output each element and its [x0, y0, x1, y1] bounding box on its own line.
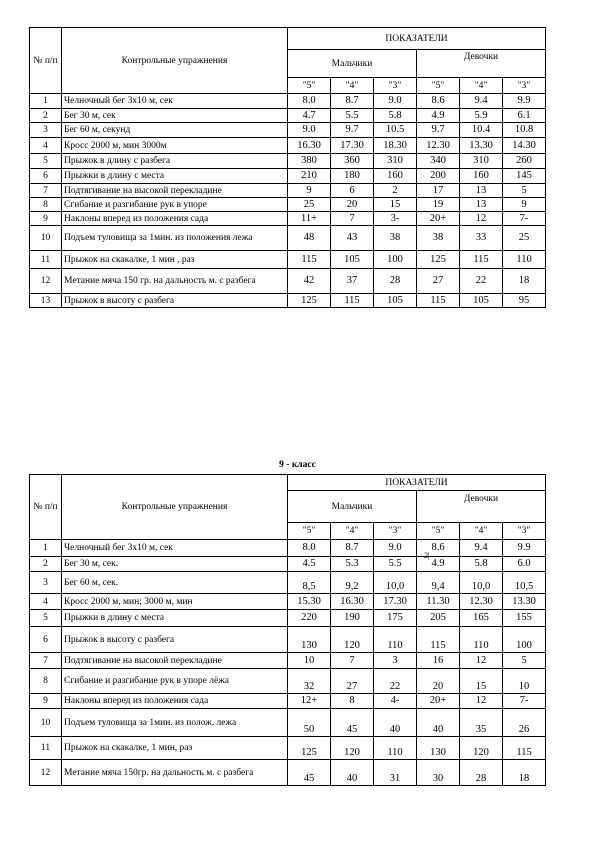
norm-value: 25	[288, 198, 331, 212]
row-number: 6	[30, 627, 62, 653]
exercise-name: Прыжок на скакалке, 1 мин, раз	[62, 737, 288, 760]
exercise-name: Прыжок в длину с разбега	[62, 154, 288, 169]
grade-header: "5"	[417, 523, 460, 540]
norm-value: 310	[374, 154, 417, 169]
grade-header: "4"	[460, 523, 503, 540]
norm-value: 42	[288, 269, 331, 294]
norm-value: 10.8	[503, 123, 546, 138]
norm-value: 45	[331, 709, 374, 737]
norm-value: 100	[374, 251, 417, 269]
norm-value: 9.7	[331, 123, 374, 138]
norm-value: 37	[331, 269, 374, 294]
norm-value: 15	[374, 198, 417, 212]
norm-value: 18	[503, 760, 546, 786]
norm-value: 175	[374, 610, 417, 627]
norm-value: 13.30	[460, 138, 503, 154]
table-row	[30, 737, 546, 760]
exercise-name: Прыжок на скакалке, 1 мин , раз	[62, 251, 288, 269]
table-row	[30, 572, 546, 594]
norm-value: 260	[503, 154, 546, 169]
norm-value: 10.5	[374, 123, 417, 138]
norm-value: 6	[331, 184, 374, 198]
row-number: 2	[30, 557, 62, 572]
norm-value: 16.30	[331, 594, 374, 610]
norm-value: 210	[288, 169, 331, 184]
norm-value: 4.9	[417, 109, 460, 123]
norm-value: 14.30	[503, 138, 546, 154]
norm-value: 9.9	[503, 540, 546, 557]
norm-value: 205	[417, 610, 460, 627]
norm-value: 3-	[374, 212, 417, 226]
norm-value: 33	[460, 226, 503, 251]
norm-value: 35	[460, 709, 503, 737]
exercise-name: Сгибание и разгибание рук в упоре	[62, 198, 288, 212]
exercise-name: Прыжки в длину с места	[62, 169, 288, 184]
norm-value: 43	[331, 226, 374, 251]
exercise-name: Метание мяча 150гр. на дальность м. с разбега	[62, 760, 288, 786]
norm-value: 13.30	[503, 594, 546, 610]
norm-value: 8.0	[288, 94, 331, 109]
norm-value: 120	[331, 627, 374, 653]
norm-value: 38	[417, 226, 460, 251]
exercise-name: Метание мяча 150 гр. на дальность м. с разбега	[62, 269, 288, 294]
row-number: 7	[30, 184, 62, 198]
norm-value: 32	[288, 669, 331, 694]
header-boys: Мальчики	[288, 491, 417, 523]
norm-value: 28	[374, 269, 417, 294]
norm-value: 45	[288, 760, 331, 786]
norm-value: 10,0	[460, 572, 503, 594]
norm-value: 2	[374, 184, 417, 198]
norm-value: 8.7	[331, 94, 374, 109]
norm-value: 105	[460, 294, 503, 308]
norm-value: 200	[417, 169, 460, 184]
norm-value: 7	[331, 653, 374, 669]
grade-header: "4"	[331, 78, 374, 94]
exercise-name: Кросс 2000 м, мин 3000м	[62, 138, 288, 154]
row-number: 2	[30, 109, 62, 123]
row-number: 7	[30, 653, 62, 669]
table-row	[30, 540, 546, 557]
norm-value: 40	[331, 760, 374, 786]
exercise-name: Прыжок в высоту с разбега	[62, 294, 288, 308]
norm-value: 120	[460, 737, 503, 760]
norm-value: 5.3	[331, 557, 374, 572]
norm-value: 380	[288, 154, 331, 169]
table-row	[30, 653, 546, 669]
norm-value: 120	[331, 737, 374, 760]
table-row	[30, 169, 546, 184]
row-number: 6	[30, 169, 62, 184]
norm-value: 12	[460, 694, 503, 709]
norm-value: 4.7	[288, 109, 331, 123]
norm-value: 7	[331, 212, 374, 226]
norm-value: 9,2	[331, 572, 374, 594]
norm-value: 10	[503, 669, 546, 694]
norm-value: 110	[503, 251, 546, 269]
norm-value: 125	[288, 294, 331, 308]
exercise-name: Челночный бег 3х10 м, сек	[62, 540, 288, 557]
norm-value: 7-	[503, 212, 546, 226]
norm-value: 9.0	[374, 94, 417, 109]
norm-value: 28	[460, 760, 503, 786]
norm-value: 10,0	[374, 572, 417, 594]
norm-value: 125	[288, 737, 331, 760]
norm-value: 9.9	[503, 94, 546, 109]
norm-value: 130	[417, 737, 460, 760]
norm-value: 155	[503, 610, 546, 627]
table-row	[30, 251, 546, 269]
norms-table-2	[29, 474, 546, 786]
exercise-name: Прыжок в высоту с разбега	[62, 627, 288, 653]
norm-value: 10,5	[503, 572, 546, 594]
norm-value: 4.5	[288, 557, 331, 572]
row-number: 12	[30, 269, 62, 294]
grade-header: "3"	[374, 523, 417, 540]
norm-value: 50	[288, 709, 331, 737]
row-number: 12	[30, 760, 62, 786]
header-num: № п/п	[30, 28, 62, 94]
norm-value: 40	[374, 709, 417, 737]
norm-value: 145	[503, 169, 546, 184]
norm-value: 8.0	[288, 540, 331, 557]
norm-value: 95	[503, 294, 546, 308]
norm-value: 115	[417, 294, 460, 308]
header-indicators: ПОКАЗАТЕЛИ	[288, 28, 546, 50]
exercise-name: Прыжки в длину с места	[62, 610, 288, 627]
norm-value: 110	[460, 627, 503, 653]
norm-value: 190	[331, 610, 374, 627]
table-row	[30, 109, 546, 123]
exercise-name: Подтягивание на высокой перекладине	[62, 184, 288, 198]
table-row	[30, 198, 546, 212]
norm-value: 100	[503, 627, 546, 653]
row-number: 5	[30, 610, 62, 627]
row-number: 5	[30, 154, 62, 169]
norm-value: 10.4	[460, 123, 503, 138]
norm-value: 115	[503, 737, 546, 760]
norm-value: 8	[331, 694, 374, 709]
norm-value: 30	[417, 760, 460, 786]
section-title-grade-9: 9 - класс	[279, 460, 316, 470]
norm-value: 22	[460, 269, 503, 294]
row-number: 10	[30, 709, 62, 737]
row-number: 8	[30, 669, 62, 694]
norm-value: 5.8	[460, 557, 503, 572]
norm-value: 9.0	[374, 540, 417, 557]
norm-value: 3	[374, 653, 417, 669]
norm-value: 340	[417, 154, 460, 169]
stray-mark: 2|	[424, 551, 430, 560]
table-row	[30, 627, 546, 653]
norm-value: 27	[331, 669, 374, 694]
table-row	[30, 669, 546, 694]
grade-header: "5"	[288, 78, 331, 94]
norm-value: 9.0	[288, 123, 331, 138]
header-girls: Девочки	[417, 491, 546, 523]
exercise-name: Бег 60 м, сек.	[62, 572, 288, 594]
norm-value: 17.30	[374, 594, 417, 610]
norm-value: 115	[460, 251, 503, 269]
norm-value: 5	[503, 653, 546, 669]
norm-value: 26	[503, 709, 546, 737]
exercise-name: Бег 30 м, сек.	[62, 557, 288, 572]
exercise-name: Сгибание и разгибание рук в упоре лёжа	[62, 669, 288, 694]
exercise-name: Бег 60 м, секунд	[62, 123, 288, 138]
norm-value: 11+	[288, 212, 331, 226]
norm-value: 9.4	[460, 540, 503, 557]
norm-value: 20+	[417, 212, 460, 226]
row-number: 8	[30, 198, 62, 212]
table-row	[30, 94, 546, 109]
table-row	[30, 709, 546, 737]
norm-value: 15	[460, 669, 503, 694]
norm-value: 17	[417, 184, 460, 198]
norm-value: 160	[374, 169, 417, 184]
table-row	[30, 760, 546, 786]
norm-value: 220	[288, 610, 331, 627]
norm-value: 12	[460, 653, 503, 669]
norm-value: 110	[374, 737, 417, 760]
norm-value: 9.4	[460, 94, 503, 109]
norm-value: 8.6	[417, 540, 460, 557]
table-row	[30, 694, 546, 709]
norm-value: 8.6	[417, 94, 460, 109]
norms-table-1	[29, 27, 546, 308]
norm-value: 7-	[503, 694, 546, 709]
norm-value: 13	[460, 184, 503, 198]
norm-value: 165	[460, 610, 503, 627]
norm-value: 16.30	[288, 138, 331, 154]
norm-value: 48	[288, 226, 331, 251]
row-number: 4	[30, 138, 62, 154]
table-row	[30, 123, 546, 138]
norm-value: 13	[460, 198, 503, 212]
row-number: 3	[30, 572, 62, 594]
row-number: 13	[30, 294, 62, 308]
row-number: 4	[30, 594, 62, 610]
norm-value: 38	[374, 226, 417, 251]
header-indicators: ПОКАЗАТЕЛИ	[288, 475, 546, 491]
norm-value: 5	[503, 184, 546, 198]
norm-value: 180	[331, 169, 374, 184]
row-number: 11	[30, 737, 62, 760]
norm-value: 5.5	[331, 109, 374, 123]
norm-value: 18	[503, 269, 546, 294]
norm-value: 12.30	[460, 594, 503, 610]
row-number: 11	[30, 251, 62, 269]
norm-value: 115	[288, 251, 331, 269]
header-girls: Девочки	[417, 50, 546, 78]
norm-value: 19	[417, 198, 460, 212]
grade-header: "5"	[417, 78, 460, 94]
header-exercise: Контрольные упражнения	[62, 475, 288, 540]
norm-value: 4.9	[417, 557, 460, 572]
norm-value: 6.0	[503, 557, 546, 572]
norm-value: 8,5	[288, 572, 331, 594]
header-exercise: Контрольные упражнения	[62, 28, 288, 94]
norm-value: 12	[460, 212, 503, 226]
grade-header: "4"	[460, 78, 503, 94]
norm-value: 10	[288, 653, 331, 669]
norm-value: 9	[503, 198, 546, 212]
table-row	[30, 154, 546, 169]
grade-header: "3"	[503, 523, 546, 540]
norm-value: 130	[288, 627, 331, 653]
norm-value: 16	[417, 653, 460, 669]
exercise-name: Наклоны вперед из положения сада	[62, 212, 288, 226]
exercise-name: Подъем туловища за 1мин. из полож. лежа	[62, 709, 288, 737]
norm-value: 9	[288, 184, 331, 198]
grade-header: "3"	[374, 78, 417, 94]
norm-value: 17.30	[331, 138, 374, 154]
row-number: 3	[30, 123, 62, 138]
exercise-name: Челночный бег 3х10 м, сек	[62, 94, 288, 109]
header-boys: Мальчики	[288, 50, 417, 78]
exercise-name: Кросс 2000 м, мин; 3000 м, мин	[62, 594, 288, 610]
norm-value: 9,4	[417, 572, 460, 594]
norm-value: 115	[331, 294, 374, 308]
table-row	[30, 184, 546, 198]
table-row	[30, 138, 546, 154]
norm-value: 360	[331, 154, 374, 169]
norm-value: 8.7	[331, 540, 374, 557]
row-number: 10	[30, 226, 62, 251]
norm-value: 125	[417, 251, 460, 269]
norm-value: 5.5	[374, 557, 417, 572]
norm-value: 40	[417, 709, 460, 737]
norm-value: 25	[503, 226, 546, 251]
table-row	[30, 269, 546, 294]
exercise-name: Наклоны вперед из положения сада	[62, 694, 288, 709]
norm-value: 5.9	[460, 109, 503, 123]
norm-value: 12+	[288, 694, 331, 709]
table-row	[30, 557, 546, 572]
table-row	[30, 594, 546, 610]
row-number: 9	[30, 694, 62, 709]
table-row	[30, 294, 546, 308]
row-number: 9	[30, 212, 62, 226]
grade-header: "3"	[503, 78, 546, 94]
exercise-name: Подтягивание на высокой перекладине	[62, 653, 288, 669]
norm-value: 18.30	[374, 138, 417, 154]
norm-value: 4-	[374, 694, 417, 709]
norm-value: 12.30	[417, 138, 460, 154]
norm-value: 22	[374, 669, 417, 694]
table-row	[30, 610, 546, 627]
norm-value: 110	[374, 627, 417, 653]
norm-value: 160	[460, 169, 503, 184]
row-number: 1	[30, 540, 62, 557]
exercise-name: Бег 30 м, сек	[62, 109, 288, 123]
norm-value: 11.30	[417, 594, 460, 610]
norm-value: 15.30	[288, 594, 331, 610]
grade-header: "5"	[288, 523, 331, 540]
norm-value: 31	[374, 760, 417, 786]
table-row	[30, 212, 546, 226]
norm-value: 6.1	[503, 109, 546, 123]
norm-value: 115	[417, 627, 460, 653]
table-row	[30, 226, 546, 251]
norm-value: 20+	[417, 694, 460, 709]
norm-value: 105	[331, 251, 374, 269]
norm-value: 20	[331, 198, 374, 212]
norm-value: 27	[417, 269, 460, 294]
grade-header: "4"	[331, 523, 374, 540]
norm-value: 5.8	[374, 109, 417, 123]
exercise-name: Подъем туловища за 1мин. из положения лежа	[62, 226, 288, 251]
norm-value: 105	[374, 294, 417, 308]
norm-value: 9.7	[417, 123, 460, 138]
header-num: № п/п	[30, 475, 62, 540]
row-number: 1	[30, 94, 62, 109]
norm-value: 310	[460, 154, 503, 169]
norm-value: 20	[417, 669, 460, 694]
